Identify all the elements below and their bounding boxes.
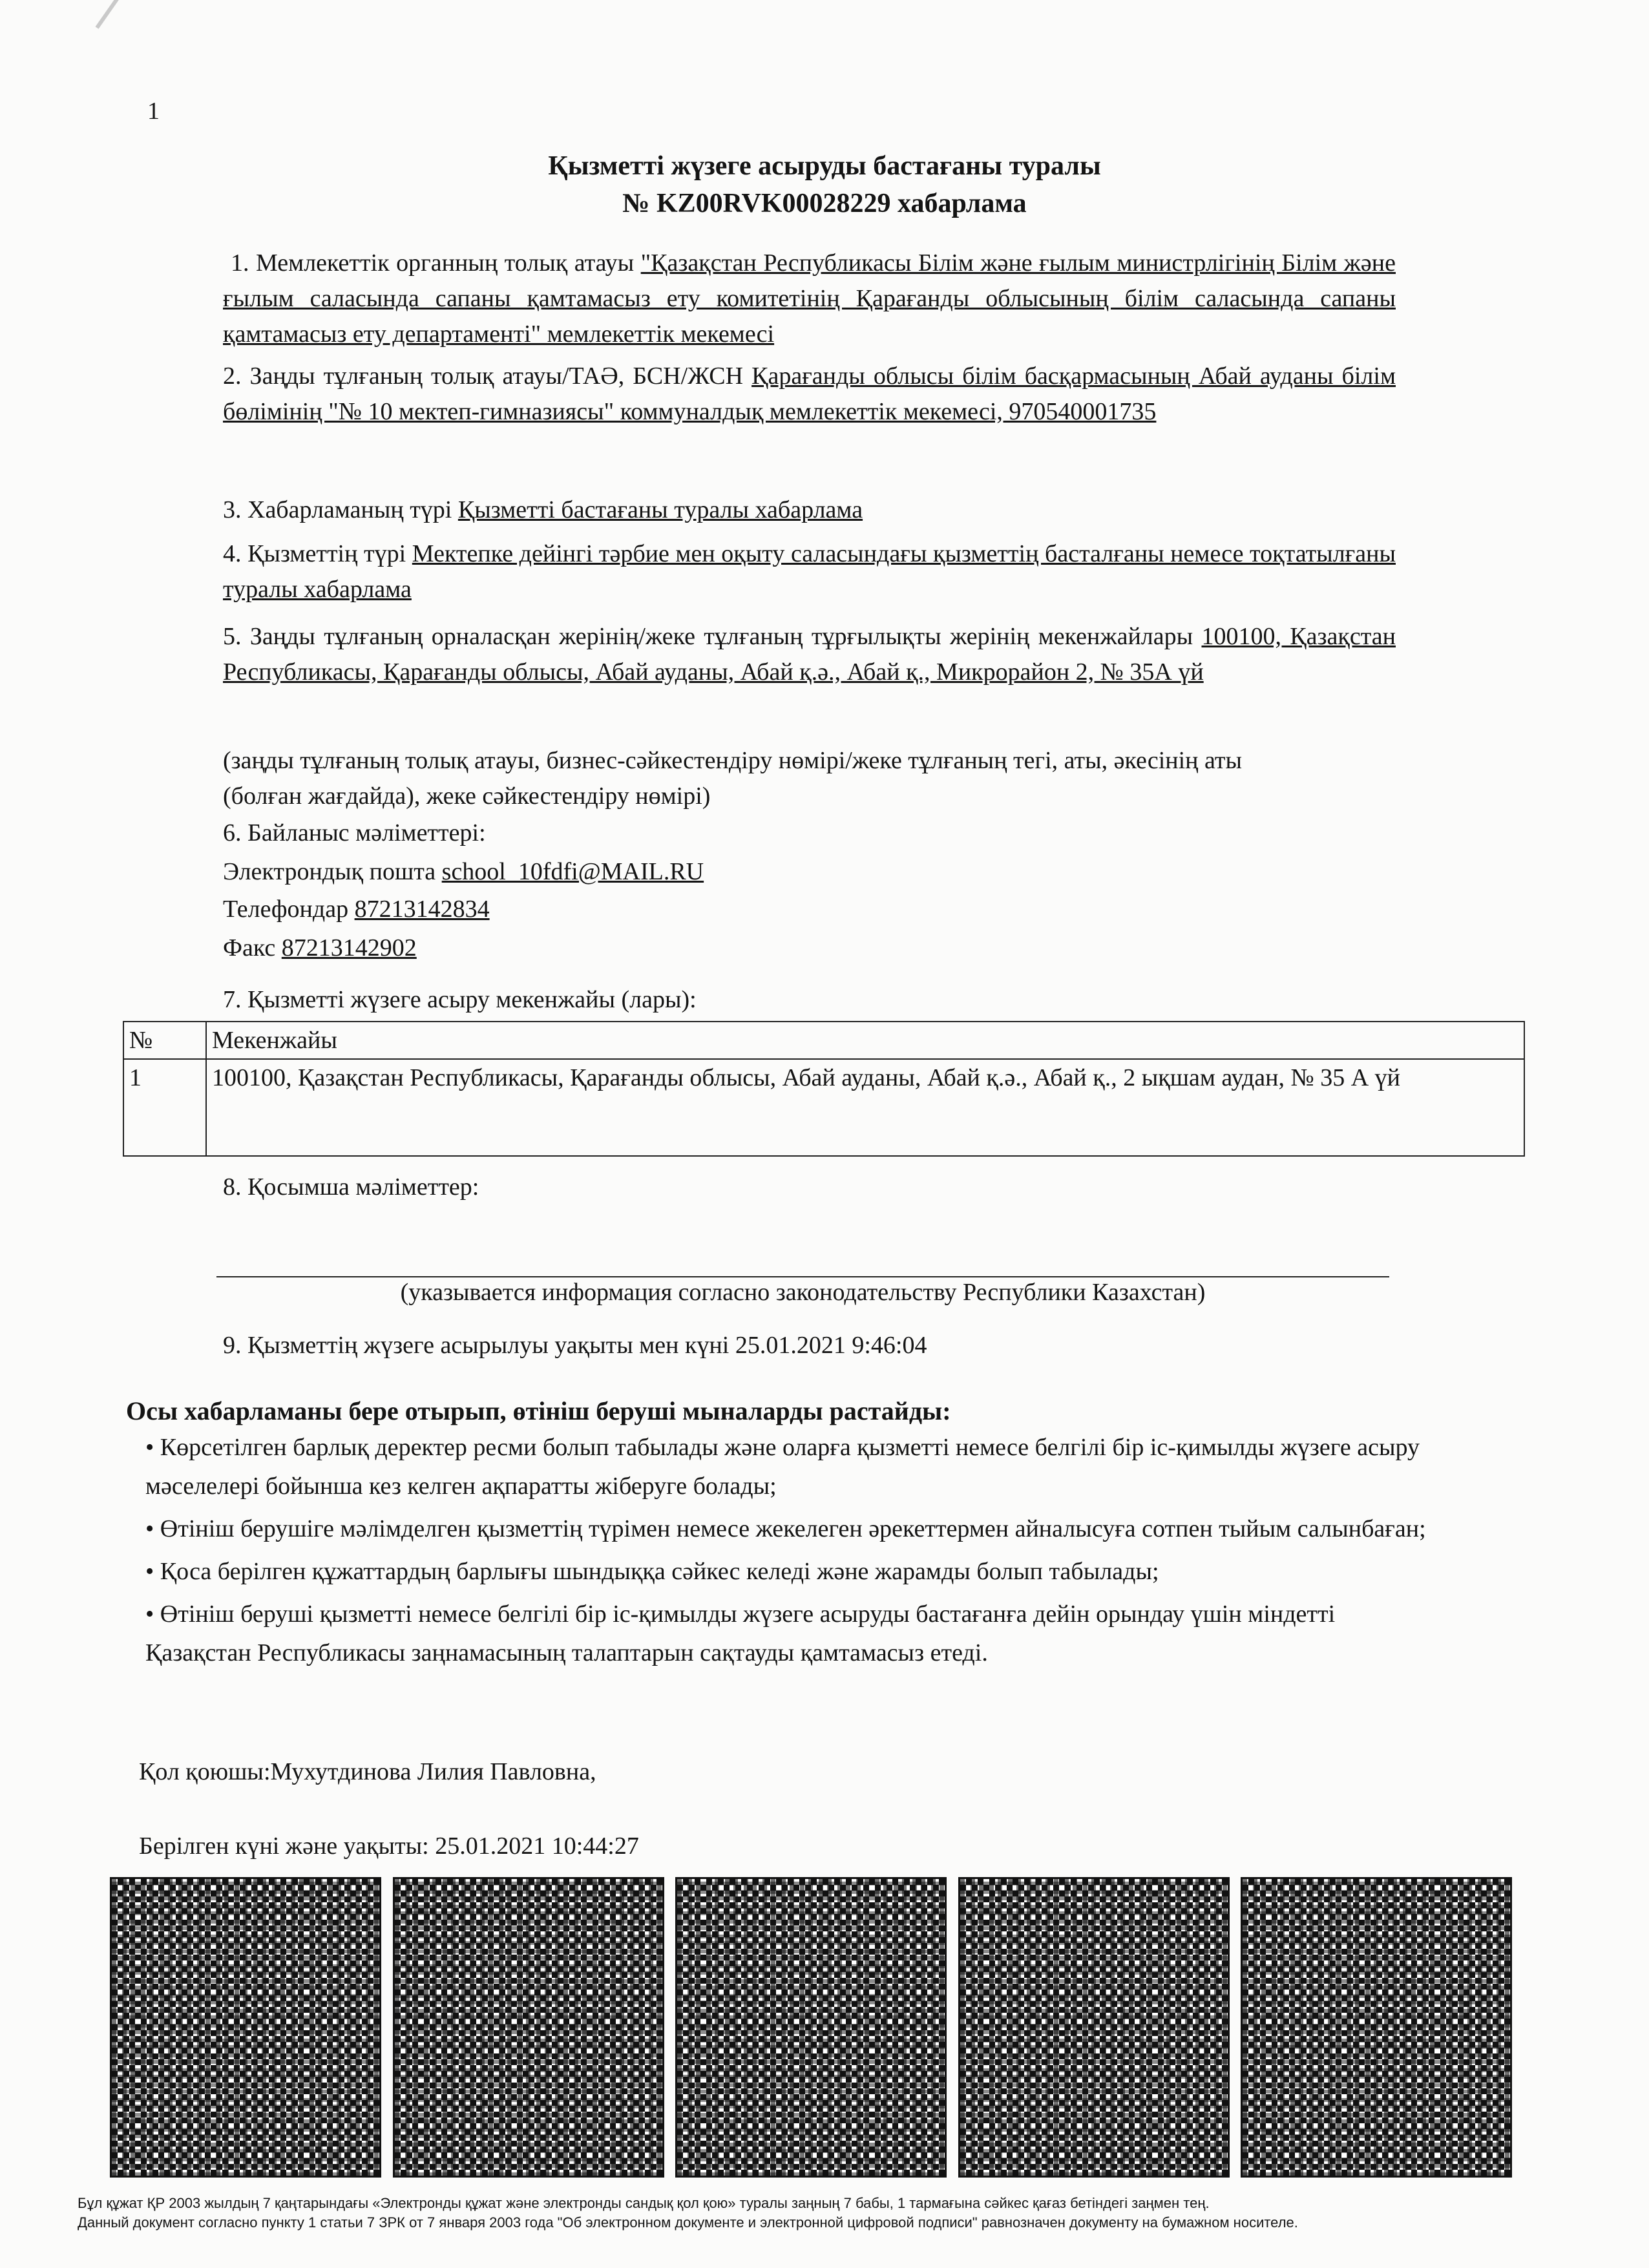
table-header-row [123,1022,1524,1059]
signer: Қол қоюшы:Мухутдинова Лилия Павловна, [139,1758,596,1785]
list-item: • Көрсетілген барлық деректер ресми болып табылады және оларға қызметті немесе белгілі бір іс-қимылды жүзеге асыру мәселелері бойынша кез келген ақпаратты жіберуге болады; [145,1434,1420,1500]
item-9-label: 9. Қызметтің жүзеге асырылуы уақыты мен күні [223,1332,735,1359]
title-line-2: № KZ00RVK00028229 хабарлама [622,189,1027,218]
list-item: • Қоса берілген құжаттардың барлығы шындыққа сәйкес келеді және жарамды болып табылады; [145,1558,1159,1585]
item-3 [223,492,1396,528]
item-2-value: Қарағанды облысы білім басқармасының Абай ауданы білім бөлімінің "№ 10 мектеп-гимназиясы" коммуналдық мемлекеттік мекемесі, 970540001735 [223,362,1396,425]
table-row [123,1059,1524,1156]
item-8-note: (указывается информация согласно законодательству Республики Казахстан) [400,1279,1206,1306]
item-2-label: 2. Заңды тұлғаның толық атауы/ТАӘ, БСН/ЖСН [223,362,752,390]
row-number: 1 [123,1059,206,1156]
item-8-label: 8. Қосымша мәліметтер: [223,1173,479,1201]
address-table [123,1021,1525,1157]
item-2 [223,359,1396,430]
additional-info-line [216,1276,1389,1277]
phone-row [223,892,490,927]
item-7-label: 7. Қызметті жүзеге асыру мекенжайы (лары): [223,986,697,1013]
item-9-value: 25.01.2021 9:46:04 [735,1332,927,1359]
header-number: № [123,1022,206,1059]
list-item: • Өтініш беруші қызметті немесе белгілі бір іс-қимылды жүзеге асыруды бастағанға дейін орындау үшін міндетті Қазақстан Республикасы заңнамасының талаптарын сақтауды қамтамасыз етеді. [145,1601,1336,1666]
qr-code [1241,1877,1512,2178]
item-1 [223,246,1396,352]
email-value[interactable]: school_10fdfi@MAIL.RU [441,858,704,885]
footer-line-ru: Данный документ согласно пункту 1 статьи 7 ЗРК от 7 января 2003 года "Об электронном документе и электронной цифровой подписи" равнозначен документу на бумажном носителе. [78,2214,1298,2231]
item-5-note: (заңды тұлғаның толық атауы, бизнес-сәйкестендіру нөмірі/жеке тұлғаның тегі, аты, әкесінің аты (болған жағдайда), жеке сәйкестендіру нөмірі) [223,747,1243,810]
confirmation-heading: Осы хабарламаны бере отырып, өтініш беруші мыналарды растайды: [126,1396,951,1425]
footer-line-kk: Бұл құжат ҚР 2003 жылдың 7 қаңтарындағы «Электронды құжат және электронды сандық қол қою» туралы заңның 7 бабы, 1 тармағына сәйкес қағаз бетіндегі заңмен тең. [78,2195,1210,2211]
email-label: Электрондық пошта [223,858,442,885]
item-1-value: "Қазақстан Республикасы Білім және ғылым министрлігінің Білім және ғылым саласында сапаны қамтамасыз ету комитетінің Қарағанды облысының білім саласында сапаны қамтамасыз ету департаменті" мемлекеттік мекемесі [223,249,1396,348]
item-4 [223,536,1396,607]
issued-datetime: Берілген күні және уақыты: 25.01.2021 10:44:27 [139,1832,639,1860]
item-1-label: 1. Мемлекеттік органның толық атауы [231,249,641,277]
qr-code-row [110,1877,1512,2178]
item-4-value: Мектепке дейінгі тәрбие мен оқыту саласындағы қызметтің басталғаны немесе тоқтатылғаны туралы хабарлама [223,540,1396,603]
fax-row [223,930,417,966]
header-address: Мекенжайы [206,1022,1524,1059]
item-3-value: Қызметті бастағаны туралы хабарлама [457,496,863,523]
title-line-1: Қызметті жүзеге асыруды бастағаны туралы [548,151,1101,181]
item-9 [223,1328,927,1363]
item-6-label: 6. Байланыс мәліметтері: [223,819,486,846]
email-row [223,854,704,890]
page-number: 1 [147,98,160,125]
confirmation-list [145,1428,1431,1676]
item-5 [223,619,1396,690]
item-3-label: 3. Хабарламаның түрі [223,496,458,523]
row-address: 100100, Қазақстан Республикасы, Қарағанды облысы, Абай ауданы, Абай қ.ә., Абай қ., 2 ықшам аудан, № 35 А үй [206,1059,1524,1156]
document-title [0,147,1649,222]
legal-footer [78,2194,1596,2232]
qr-code [393,1877,664,2178]
qr-code [110,1877,381,2178]
qr-code [675,1877,947,2178]
item-5-label: 5. Заңды тұлғаның орналасқан жерінің/жеке тұлғаның тұрғылықты жерінің мекенжайлары [223,623,1202,650]
phone-value: 87213142834 [354,896,490,923]
scan-corner-mark [96,0,158,29]
item-5-value: 100100, Қазақстан Республикасы, Қарағанды облысы, Абай ауданы, Абай қ.ә., Абай қ., Микрорайон 2, № 35А үй [223,623,1396,686]
phone-label: Телефондар [223,896,355,923]
qr-code [958,1877,1230,2178]
item-4-label: 4. Қызметтің түрі [223,540,412,567]
fax-value: 87213142902 [281,934,417,961]
list-item: • Өтініш берушіге мәлімделген қызметтің түрімен немесе жекелеген әрекеттермен айналысуға сотпен тыйым салынбаған; [145,1515,1426,1542]
fax-label: Факс [223,934,282,961]
